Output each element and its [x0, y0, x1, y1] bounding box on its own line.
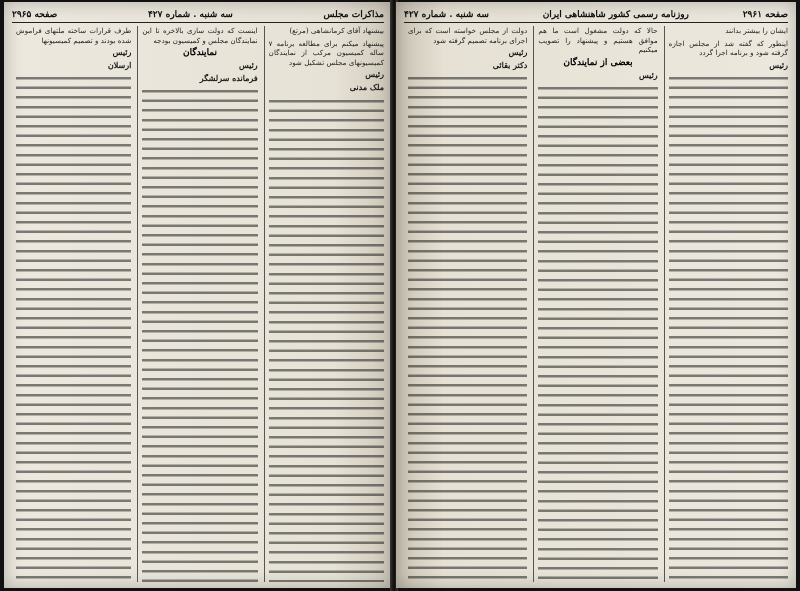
speaker-name: ارسلان — [107, 59, 132, 70]
left-header-page-number: مذاکرات مجلس — [323, 10, 384, 20]
column-body: طرف قرارات ساخته ملتهای فراموش شده بودند و تصمیم کمیسیونها — [16, 26, 132, 45]
column-body: اینست که دولت سازی بالاخره تا این نمایندگان مجلس و کمیسیون بودجه — [142, 26, 258, 45]
left-page — [4, 2, 392, 588]
column-text-block — [16, 73, 131, 582]
left-page-header — [12, 8, 384, 23]
column-text-block — [142, 86, 257, 582]
speaker-name: ملک مدنی — [349, 81, 384, 92]
column-text-block — [408, 73, 527, 582]
speaker-label: رئیس — [508, 47, 528, 58]
speaker-label: رئیس — [365, 69, 384, 80]
column-body: حالا که دولت مشغول است ما هم موافق هستیم و پیشنهاد را تصویب میکنیم — [538, 26, 658, 55]
right-page — [396, 2, 796, 588]
right-columns — [404, 26, 788, 582]
left-column-1 — [264, 26, 384, 582]
speaker-label: رئیس — [238, 60, 258, 71]
speaker-name: دکتر بقائی — [492, 59, 528, 70]
right-column-3 — [404, 26, 527, 582]
left-columns — [12, 26, 384, 582]
right-header-page-number: صفحه ۲۹۶۱ — [742, 10, 788, 20]
column-body: پیشنهاد میکنم برای مطالعه برنامه ۷ ساله کمیسیون مرکب از نمایندگان کمیسیونهای مجلس تشکیل شود — [268, 38, 384, 67]
speaker-label: رئیس — [638, 69, 658, 80]
column-lead: ایشان را بیشتر بدانند — [725, 26, 788, 35]
section-heading: نمایندگان — [182, 48, 218, 59]
right-header-title: روزنامه رسمی کشور شاهنشاهی ایران — [542, 10, 689, 20]
left-column-2 — [137, 26, 257, 582]
right-column-1 — [664, 26, 788, 582]
column-text-block — [669, 73, 788, 582]
column-text-block — [538, 83, 657, 582]
right-column-2 — [533, 26, 657, 582]
left-header-issue: سه شنبه . شماره ۴۲۷ — [147, 10, 233, 20]
right-page-header — [404, 8, 788, 23]
right-header-issue: سه شنبه . شماره ۴۲۷ — [404, 10, 489, 20]
column-body: اینطور که گفته شد از مجلس اجازه گرفته شود و برنامه اجرا گردد — [668, 38, 788, 58]
speaker-name: فرمانده سرلشگر — [199, 72, 258, 83]
column-body: دولت از مجلس خواسته است که برای اجرای برنامه تصمیم گرفته شود — [408, 26, 528, 45]
left-column-3 — [12, 26, 131, 582]
speaker-label: رئیس — [112, 47, 132, 58]
speaker-label: رئیس — [769, 59, 788, 70]
section-heading: بعضی از نمایندگان — [563, 57, 633, 68]
column-text-block — [269, 96, 384, 582]
left-header-title: صفحه ۲۹۶۵ — [12, 10, 58, 20]
column-lead: بیشنهاد آقای کرمانشاهی (مرتع) — [289, 26, 384, 35]
